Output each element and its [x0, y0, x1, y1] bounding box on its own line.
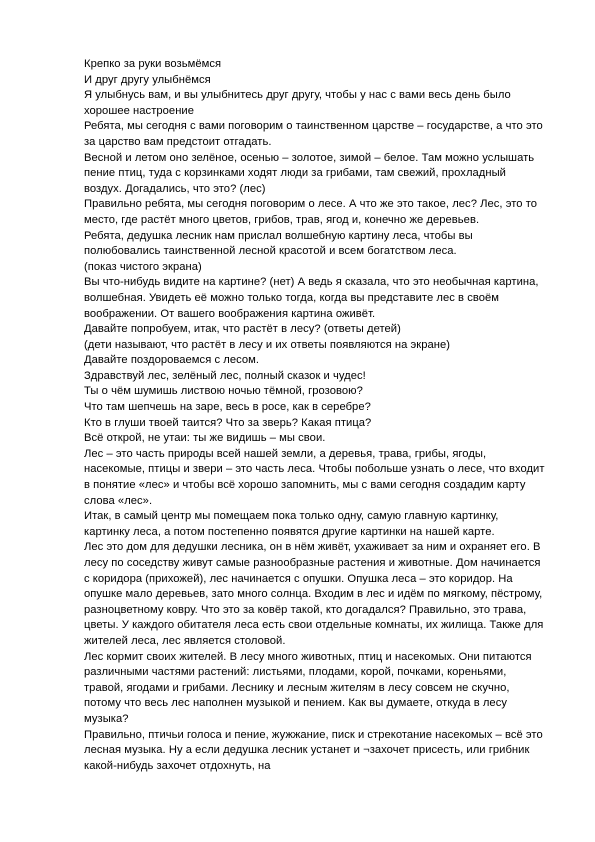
- paragraph: И друг другу улыбнёмся: [84, 73, 211, 86]
- paragraph: Правильно ребята, мы сегодня поговорим о лесе. А что же это такое, лес? Лес, это то место, где растёт много цветов, грибов, трав, ягод и, конечно же деревьев.: [84, 198, 538, 226]
- paragraph: Ребята, мы сегодня с вами поговорим о таинственном царстве – государстве, а что это за царство вам предстоит отгадать.: [84, 120, 543, 148]
- paragraph: Здравствуй лес, зелёный лес, полный сказок и чудес!: [84, 369, 366, 382]
- paragraph: Вы что-нибудь видите на картине? (нет) А ведь я сказала, что это необычная картина, волшебная. Увидеть её можно только тогда, когда вы представите лес в своём воображении. От вашего воображения картина оживёт.: [84, 276, 539, 320]
- paragraph: Что там шепчешь на заре, весь в росе, как в серебре?: [84, 401, 371, 414]
- paragraph: Всё открой, не утаи: ты же видишь – мы свои.: [84, 432, 326, 445]
- paragraph: Я улыбнусь вам, и вы улыбнитесь друг другу, чтобы у нас с вами весь день было хорошее настроение: [84, 89, 511, 117]
- paragraph: (дети называют, что растёт в лесу и их ответы появляются на экране): [84, 338, 451, 351]
- paragraph: Весной и летом оно зелёное, осенью – золотое, зимой – белое. Там можно услышать пение птиц, туда с корзинками ходят люди за грибами, там свежий, прохладный воздух. Догадались, что это? (лес): [84, 151, 535, 195]
- paragraph: Итак, в самый центр мы помещаем пока только одну, самую главную картинку, картинку леса, а потом постепенно появятся другие картинки на нашей карте.: [84, 510, 499, 538]
- paragraph: Правильно, птичьи голоса и пение, жужжание, писк и стрекотание насекомых – всё это лесная музыка. Ну а если дедушка лесник устанет и ¬захочет присесть, или грибник какой-нибудь захочет отдохнуть, на: [84, 728, 543, 772]
- document-body: [84, 57, 546, 774]
- paragraph: Давайте поздороваемся с лесом.: [84, 354, 260, 367]
- paragraph: Лес – это часть природы всей нашей земли, а деревья, трава, грибы, ягоды, насекомые, птицы и звери – это часть леса. Чтобы побольше узнать о лесе, что входит в понятие «лес» и чтобы всё хорошо запомнить, мы с вами сегодня создадим карту слова «лес».: [84, 447, 545, 507]
- paragraph: Давайте попробуем, итак, что растёт в лесу? (ответы детей): [84, 323, 401, 336]
- paragraph: Крепко за руки возьмёмся: [84, 58, 222, 70]
- paragraph: Ты о чём шумишь листвою ночью тёмной, грозовою?: [84, 385, 363, 398]
- paragraph: Кто в глуши твоей таится? Что за зверь? Какая птица?: [84, 416, 372, 429]
- paragraph: Ребята, дедушка лесник нам прислал волшебную картину леса, чтобы вы полюбовались таинственной лесной красотой и всем богатством леса.: [84, 229, 473, 258]
- paragraph: Лес это дом для дедушки лесника, он в нём живёт, ухаживает за ним и охраняет его. В лесу по соседству живут самые разнообразные растения и животные. Дом начинается с коридора (прихожей), лес начинается с опушки. Опушка леса – это коридор. На опушке мало деревьев, зато много солнца. Входим в лес и идём по мягкому, пёстрому, разноцветному ковру. Что это за ковёр такой, кто догадался? Правильно, это трава, цветы. У каждого обитателя леса есть свои отдельные комнаты, их жилища. Также для жителей леса, лес является столовой.: [84, 541, 544, 647]
- paragraph: Лес кормит своих жителей. В лесу много животных, птиц и насекомых. Они питаются различными частями растений: листьями, плодами, корой, почками, кореньями, травой, ягодами и грибами. Леснику и лесным жителям в лесу совсем не скучно, потому что весь лес наполнен музыкой и пением. Как вы думаете, откуда в лесу музыка?: [84, 650, 532, 725]
- paragraph: (показ чистого экрана): [84, 260, 202, 273]
